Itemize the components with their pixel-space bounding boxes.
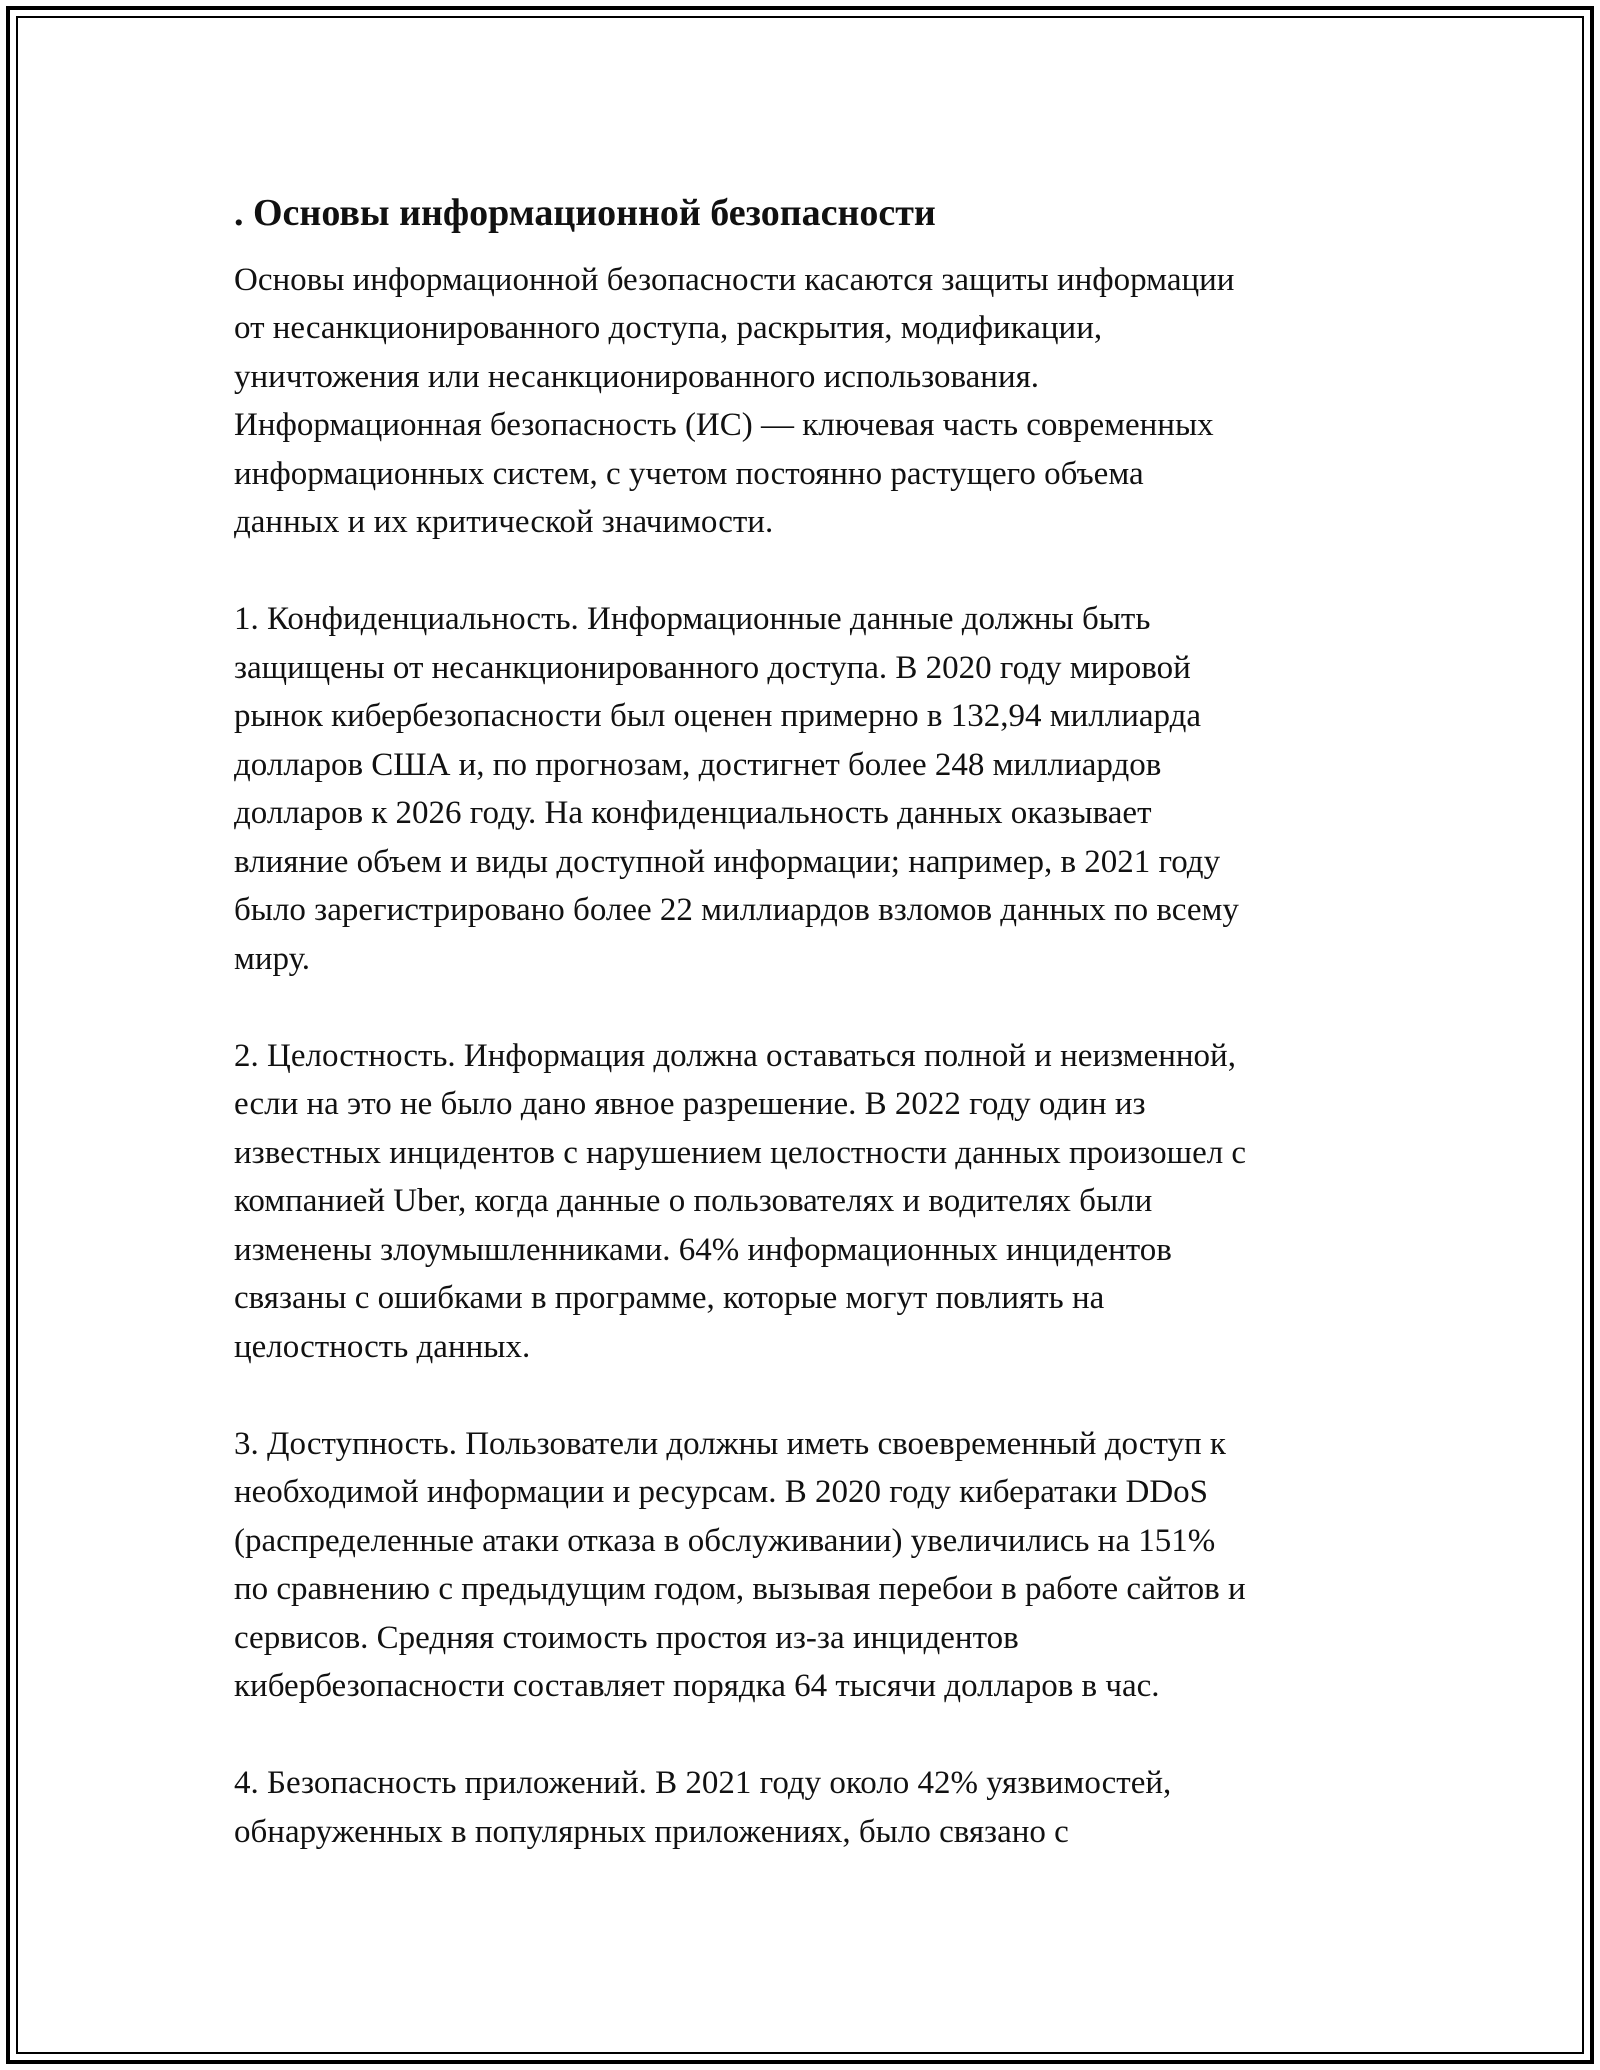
paragraph-intro: Основы информационной безопасности касаются защиты информации от несанкционированного доступа, раскрытия, модификации, уничтожения или несанкционированного использования. Информационная безопасность (ИС) — ключевая часть современных информационных систем, с учетом постоянно растущего объема данных и их критической значимости. — [234, 261, 1235, 541]
paragraph-confidentiality: 1. Конфиденциальность. Информационные данные должны быть защищены от несанкционированного доступа. В 2020 году мировой рынок кибербезопасности был оценен примерно в 132,94 миллиарда долларов США и, по прогнозам, достигнет более 248 миллиардов долларов к 2026 году. На конфиденциальность данных оказывает влияние объем и виды доступной информации; например, в 2021 году было зарегистрировано более 22 миллиардов взломов данных по всему миру. — [234, 601, 1239, 977]
page-title: . Основы информационной безопасности — [234, 192, 936, 234]
paragraph-integrity: 2. Целостность. Информация должна оставаться полной и неизменной, если на это не было дано явное разрешение. В 2022 году один из известных инцидентов с нарушением целостности данных произошел с компанией Uber, когда данные о пользователях и водителях были изменены злоумышленниками. 64% информационных инцидентов связаны с ошибками в программе, которые могут повлиять на целостность данных. — [234, 1037, 1247, 1365]
paragraph-availability: 3. Доступность. Пользователи должны иметь своевременный доступ к необходимой информации и ресурсам. В 2020 году кибератаки DDoS (распределенные атаки отказа в обслуживании) увеличились на 151% по сравнению с предыдущим годом, вызывая перебои в работе сайтов и сервисов. Средняя стоимость простоя из-за инцидентов кибербезопасности составляет порядка 64 тысячи долларов в час. — [234, 1425, 1246, 1705]
paragraph-application-security: 4. Безопасность приложений. В 2021 году около 42% уязвимостей, обнаруженных в популярных приложениях, было связано с — [234, 1765, 1172, 1850]
document-body — [234, 180, 1384, 1905]
